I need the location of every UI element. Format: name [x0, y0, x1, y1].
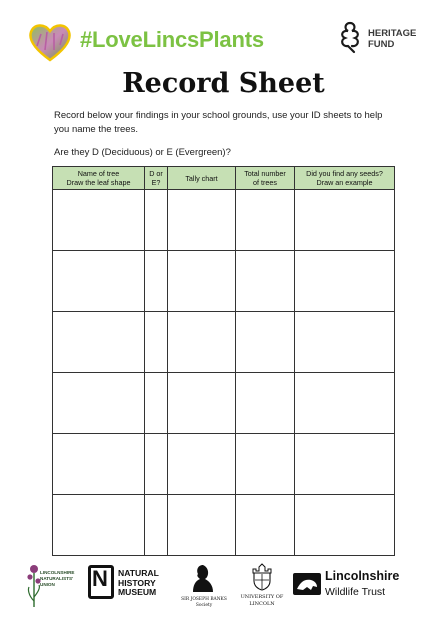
heritage-fund-hand-icon	[336, 20, 366, 54]
cell-d-or-e	[145, 190, 168, 251]
joseph-banks-society-logo	[176, 561, 232, 613]
table-row	[53, 312, 395, 373]
nhm-text-line: MUSEUM	[118, 587, 157, 597]
intro-paragraph: Record below your findings in your school grounds, use your ID sheets to help you name the trees.	[54, 110, 383, 135]
col-header-seeds: Did you find any seeds? Draw an example	[295, 167, 395, 190]
cell-tree-name	[53, 312, 145, 373]
hashtag-heading: #LoveLincsPlants	[80, 27, 264, 52]
cell-total	[236, 251, 295, 312]
lwt-name: Lincolnshire	[325, 569, 400, 583]
uol-text-line: LINCOLN	[249, 601, 275, 607]
lincolnshire-wildlife-trust-logo	[293, 561, 418, 607]
table-row	[53, 190, 395, 251]
cell-d-or-e	[145, 495, 168, 556]
lnu-text-line: UNION	[40, 582, 55, 587]
heart-photo-icon	[28, 22, 72, 62]
lnu-text-line: LINCOLNSHIRE	[40, 570, 75, 575]
cell-tally	[168, 434, 236, 495]
table-row	[53, 434, 395, 495]
cell-seeds	[295, 312, 395, 373]
cell-d-or-e	[145, 251, 168, 312]
cell-tree-name	[53, 495, 145, 556]
table-header-row	[53, 167, 395, 190]
cell-seeds	[295, 190, 395, 251]
cell-tree-name	[53, 251, 145, 312]
sjb-text-line: SIR JOSEPH BANKS	[181, 597, 227, 602]
funder-line-2: FUND	[368, 39, 395, 50]
wildlife-trust-badge-icon	[293, 573, 321, 595]
nhm-text-line: HISTORY	[118, 577, 156, 588]
cell-tally	[168, 251, 236, 312]
col-header-total: Total number of trees	[236, 167, 295, 190]
university-of-lincoln-logo	[238, 561, 286, 613]
heritage-fund-logo	[336, 20, 426, 54]
nhm-text-line: NATURAL	[118, 568, 159, 578]
cell-tree-name	[53, 373, 145, 434]
cell-d-or-e	[145, 312, 168, 373]
cell-seeds	[295, 251, 395, 312]
lwt-subtitle: Wildlife Trust	[325, 586, 386, 598]
table-row	[53, 251, 395, 312]
cell-d-or-e	[145, 373, 168, 434]
cell-seeds	[295, 373, 395, 434]
university-crest-icon	[250, 563, 274, 591]
joseph-banks-portrait-icon	[190, 563, 216, 593]
cell-total	[236, 373, 295, 434]
cell-total	[236, 190, 295, 251]
record-table	[52, 166, 395, 556]
funder-line-1: HERITAGE	[368, 28, 417, 39]
table-row	[53, 495, 395, 556]
cell-tree-name	[53, 190, 145, 251]
cell-tally	[168, 495, 236, 556]
cell-tree-name	[53, 434, 145, 495]
table-row	[53, 373, 395, 434]
uol-text-line: UNIVERSITY OF	[240, 594, 284, 600]
cell-tally	[168, 312, 236, 373]
natural-history-museum-logo	[88, 561, 170, 607]
page-title: Record Sheet	[122, 68, 325, 99]
cell-seeds	[295, 434, 395, 495]
cell-d-or-e	[145, 434, 168, 495]
sjb-text-line: Society	[195, 602, 213, 608]
cell-total	[236, 434, 295, 495]
col-header-tally: Tally chart	[168, 167, 236, 190]
cell-total	[236, 312, 295, 373]
col-header-tree-name: Name of tree Draw the leaf shape	[53, 167, 145, 190]
cell-seeds	[295, 495, 395, 556]
cell-tally	[168, 373, 236, 434]
nhm-letter: N	[92, 566, 108, 591]
question-text: Are they D (Deciduous) or E (Evergreen)?	[54, 147, 231, 158]
col-header-d-or-e: D or E?	[145, 167, 168, 190]
lnu-text-line: NATURALISTS'	[40, 576, 74, 581]
naturalists-union-logo	[26, 561, 78, 611]
cell-total	[236, 495, 295, 556]
cell-tally	[168, 190, 236, 251]
